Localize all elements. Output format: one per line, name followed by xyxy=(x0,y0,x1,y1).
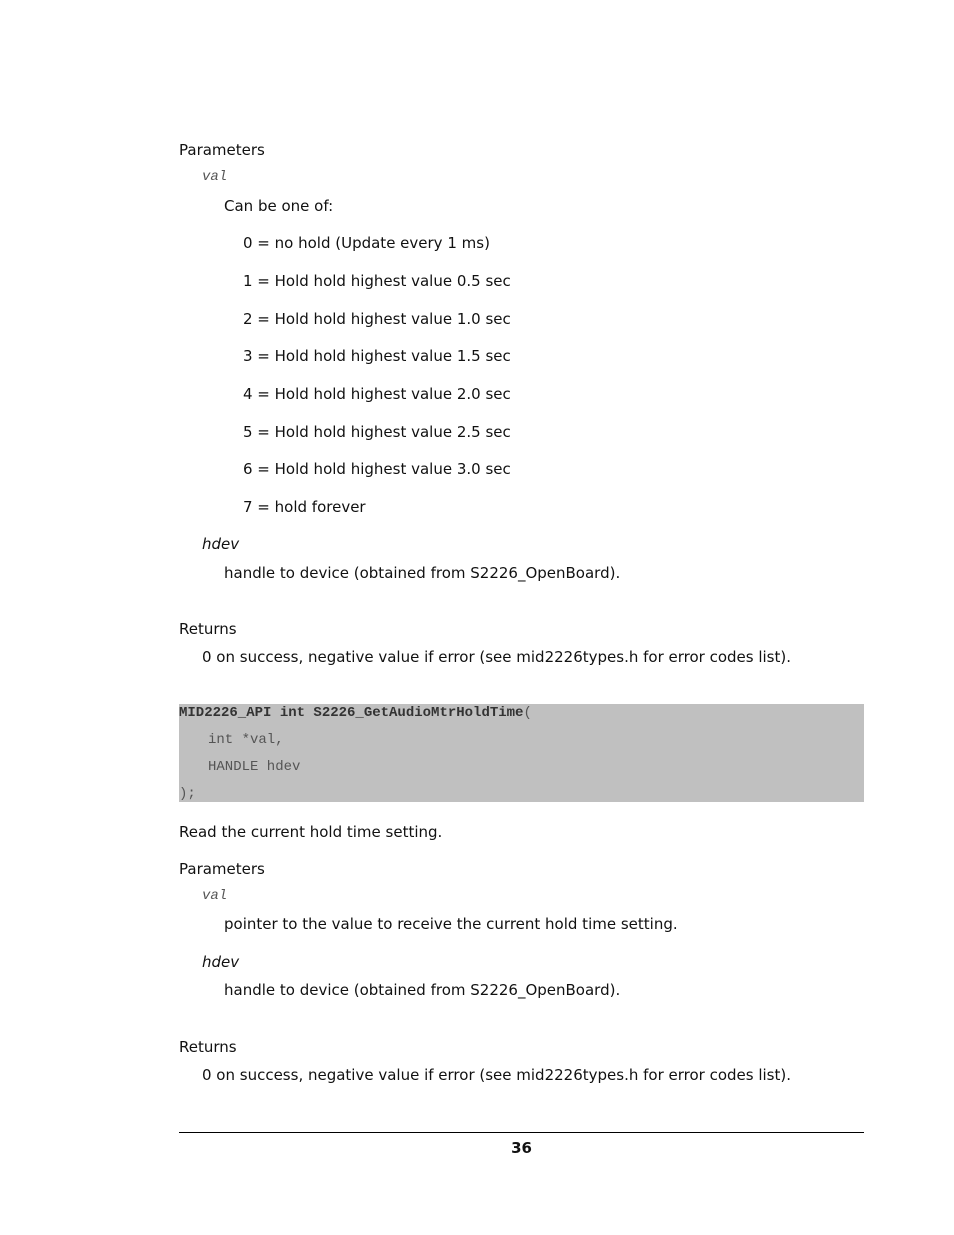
returns-heading: Returns xyxy=(179,620,237,638)
param-hdev-desc: handle to device (obtained from S2226_OpenBoard). xyxy=(224,564,621,582)
signature-bold: MID2226_API int S2226_GetAudioMtrHoldTime xyxy=(179,705,524,721)
param-val-desc: pointer to the value to receive the current hold time setting. xyxy=(224,915,678,933)
footer-rule xyxy=(179,1132,864,1133)
param-hdev-name: hdev xyxy=(202,953,240,971)
parameters-heading: Parameters xyxy=(179,860,265,878)
option-item: 1 = Hold hold highest value 0.5 sec xyxy=(243,272,511,290)
option-item: 3 = Hold hold highest value 1.5 sec xyxy=(243,347,511,365)
arg-hdev: HANDLE hdev xyxy=(208,759,301,775)
signature-line xyxy=(179,704,532,722)
option-item: 0 = no hold (Update every 1 ms) xyxy=(243,234,490,252)
parameters-heading: Parameters xyxy=(179,141,265,159)
returns-desc: 0 on success, negative value if error (see mid2226types.h for error codes list). xyxy=(202,1066,791,1084)
returns-desc: 0 on success, negative value if error (see mid2226types.h for error codes list). xyxy=(202,648,791,666)
param-hdev-desc: handle to device (obtained from S2226_OpenBoard). xyxy=(224,981,621,999)
closing-paren: ); xyxy=(179,786,196,802)
option-item: 6 = Hold hold highest value 3.0 sec xyxy=(243,460,511,478)
param-val-name: val xyxy=(202,169,228,185)
function-signature-block xyxy=(179,704,864,802)
page-number: 36 xyxy=(511,1139,532,1157)
arg-val: int *val, xyxy=(208,732,284,748)
param-hdev-name: hdev xyxy=(202,535,240,553)
open-paren: ( xyxy=(523,705,532,721)
returns-heading: Returns xyxy=(179,1038,237,1056)
option-item: 2 = Hold hold highest value 1.0 sec xyxy=(243,310,511,328)
option-item: 7 = hold forever xyxy=(243,498,366,516)
param-val-name: val xyxy=(202,888,228,904)
function-description: Read the current hold time setting. xyxy=(179,823,443,841)
param-val-intro: Can be one of: xyxy=(224,197,334,215)
option-item: 5 = Hold hold highest value 2.5 sec xyxy=(243,423,511,441)
option-item: 4 = Hold hold highest value 2.0 sec xyxy=(243,385,511,403)
